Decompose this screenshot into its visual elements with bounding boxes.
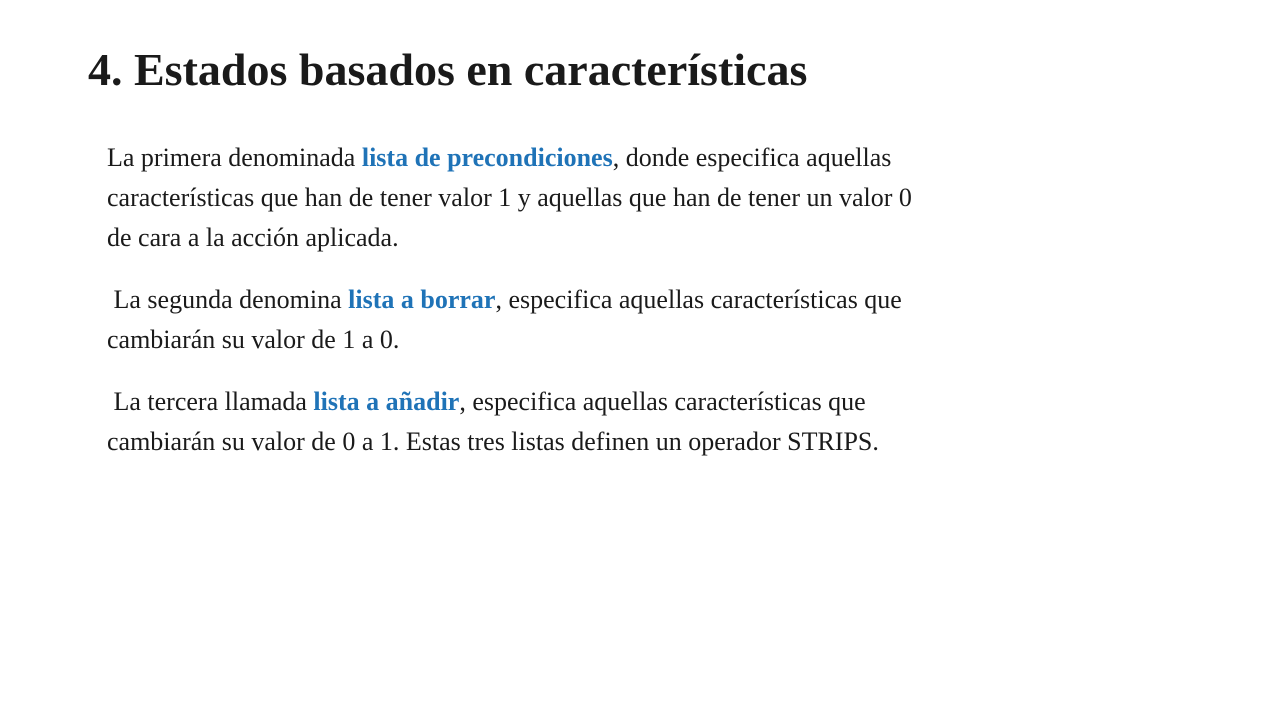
highlighted-term: lista de precondiciones bbox=[361, 143, 613, 172]
paragraph-text: La tercera llamada bbox=[107, 387, 314, 416]
paragraph-text: , especifica aquellas características que bbox=[495, 285, 902, 314]
paragraph-borrar bbox=[107, 280, 1107, 360]
paragraph-text: de cara a la acción aplicada. bbox=[107, 223, 399, 252]
slide-title: 4. Estados basados en características bbox=[88, 44, 808, 95]
paragraph-text: cambiarán su valor de 1 a 0. bbox=[107, 325, 400, 354]
highlighted-term: lista a añadir bbox=[313, 387, 460, 416]
paragraph-text: La primera denominada bbox=[107, 143, 362, 172]
paragraph-text: La segunda denomina bbox=[107, 285, 349, 314]
slide-body bbox=[107, 138, 1107, 462]
paragraph-text: cambiarán su valor de 0 a 1. Estas tres listas definen un operador STRIPS. bbox=[107, 427, 879, 456]
paragraph-text: , donde especifica aquellas bbox=[612, 143, 892, 172]
paragraph-text: , especifica aquellas características que bbox=[459, 387, 866, 416]
paragraph-text: características que han de tener valor 1 y aquellas que han de tener un valor 0 bbox=[107, 183, 912, 212]
paragraph-precondiciones bbox=[107, 138, 1107, 258]
highlighted-term: lista a borrar bbox=[348, 285, 496, 314]
paragraph-anadir bbox=[107, 382, 1107, 462]
